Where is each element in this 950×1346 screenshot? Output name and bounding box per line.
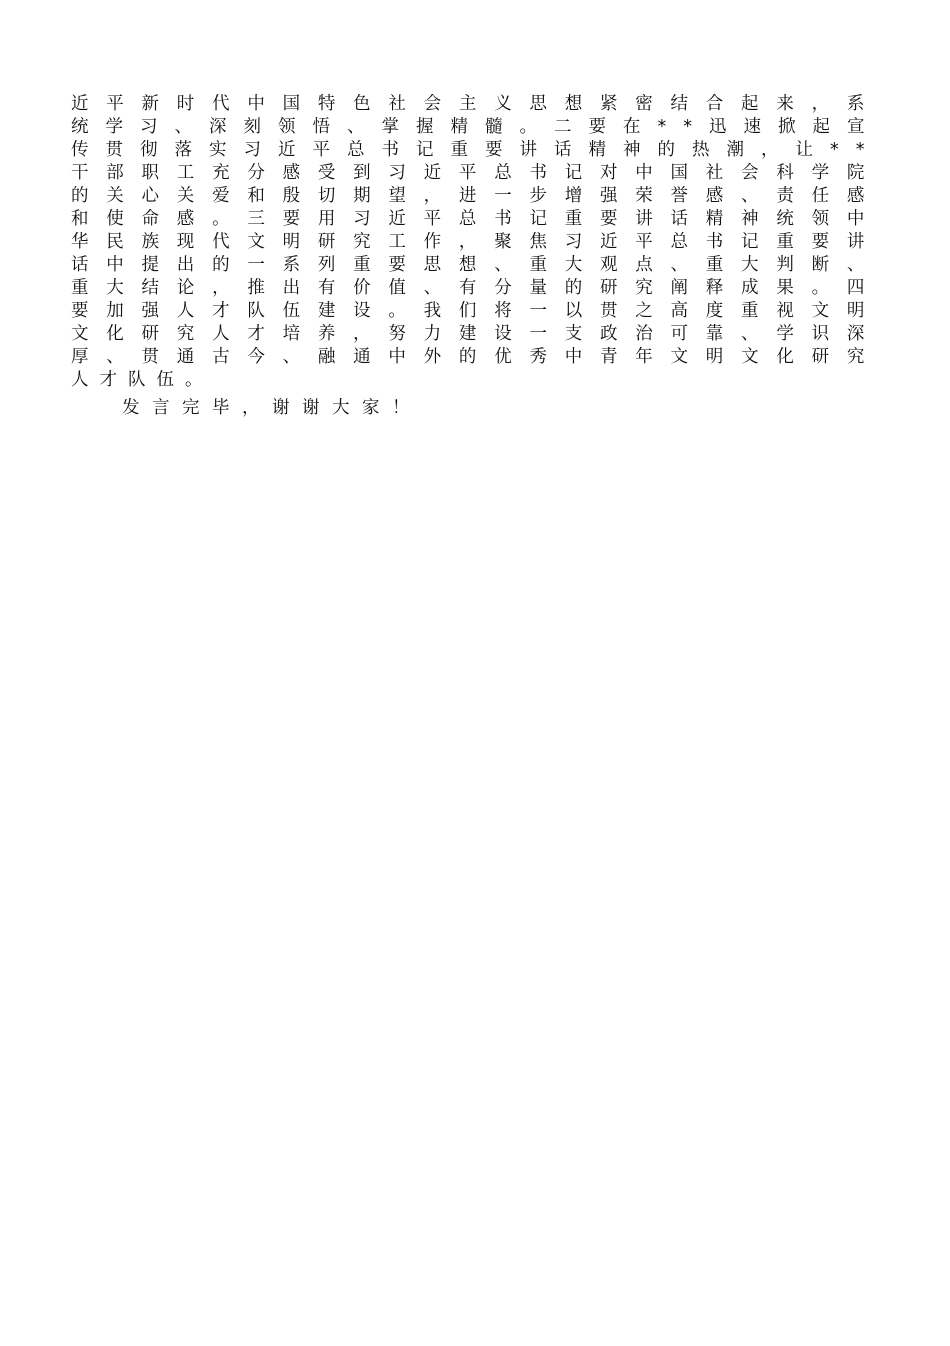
speech-paragraph [71, 93, 865, 392]
closing-remark: 发言完毕，谢谢大家！ [122, 398, 422, 418]
paragraph-line: 的 关 心 关 爱 和 殷 切 期 望 ， 进 一 步 增 强 荣 誉 感 、 责 任 感 [71, 186, 865, 206]
paragraph-line: 和 使 命 感 。 三 要 用 习 近 平 总 书 记 重 要 讲 话 精 神 统 领 中 [71, 209, 865, 229]
paragraph-line: 传 贯 彻 落 实 习 近 平 总 书 记 重 要 讲 话 精 神 的 热 潮 ， 让 * * [71, 140, 865, 160]
paragraph-line: 要 加 强 人 才 队 伍 建 设 。 我 们 将 一 以 贯 之 高 度 重 视 文 明 [71, 301, 865, 321]
paragraph-line: 人才队伍。 [71, 370, 214, 390]
paragraph-line: 厚 、 贯 通 古 今 、 融 通 中 外 的 优 秀 中 青 年 文 明 文 化 研 究 [71, 347, 865, 367]
paragraph-line: 干 部 职 工 充 分 感 受 到 习 近 平 总 书 记 对 中 国 社 会 科 学 院 [71, 163, 865, 183]
paragraph-line: 文 化 研 究 人 才 培 养 ， 努 力 建 设 一 支 政 治 可 靠 、 学 识 深 [71, 324, 865, 344]
paragraph-line: 华 民 族 现 代 文 明 研 究 工 作 ， 聚 焦 习 近 平 总 书 记 重 要 讲 [71, 232, 865, 252]
paragraph-line: 话 中 提 出 的 一 系 列 重 要 思 想 、 重 大 观 点 、 重 大 判 断 、 [71, 255, 865, 275]
paragraph-line: 近 平 新 时 代 中 国 特 色 社 会 主 义 思 想 紧 密 结 合 起 来 ， 系 [71, 94, 865, 114]
paragraph-line: 重 大 结 论 ， 推 出 有 价 值 、 有 分 量 的 研 究 阐 释 成 果 。 四 [71, 278, 865, 298]
paragraph-line: 统 学 习 、 深 刻 领 悟 、 掌 握 精 髓 。 二 要 在 * * 迅 速 掀 起 宣 [71, 117, 865, 137]
